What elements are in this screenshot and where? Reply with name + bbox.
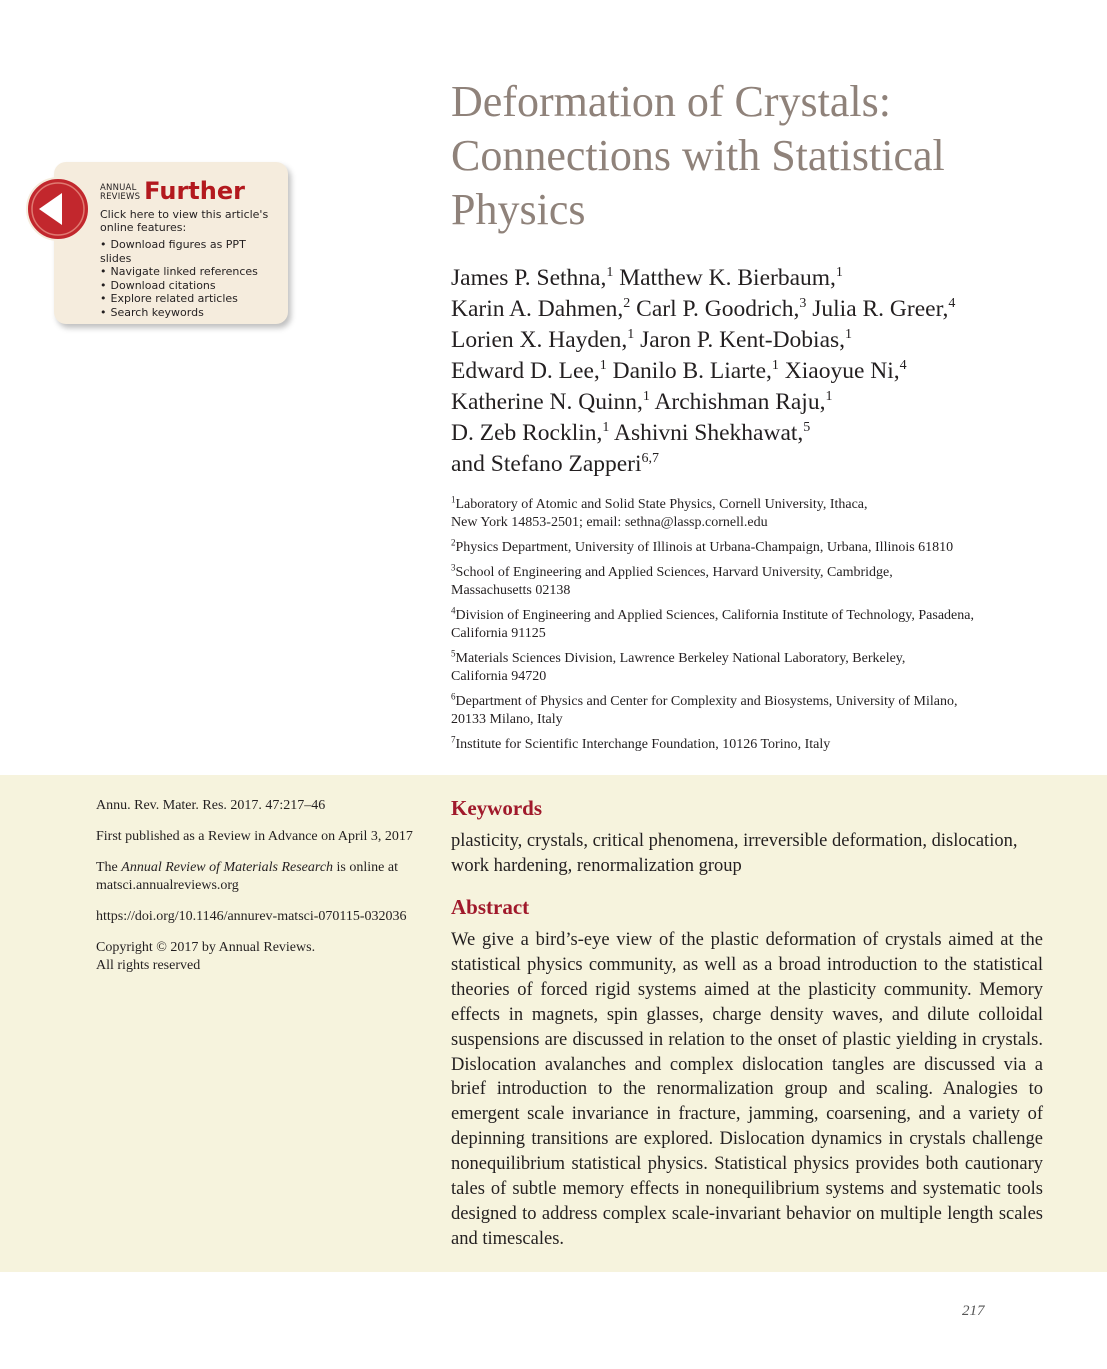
affiliation-item: $^3$School of Engineering and Applied Sciences, Harvard University, Cambridge, Massachusetts 02138 (451, 562, 893, 598)
keywords-text: plasticity, crystals, critical phenomena, irreversible deformation, dislocation, work hardening, renormalization group (451, 831, 1018, 876)
further-word: Further (144, 177, 245, 205)
further-brand (100, 178, 280, 204)
copyright: Copyright © 2017 by Annual Reviews. All rights reserved (96, 940, 316, 973)
article-title: Deformation of Crystals: Connections with Statistical Physics (451, 77, 945, 234)
publication-meta (96, 797, 416, 988)
further-feature-list (100, 238, 280, 319)
affiliation-item: $^1$Laboratory of Atomic and Solid State Physics, Cornell University, Ithaca, New York 14853-2501; email: sethna@lassp.cornell.edu (451, 494, 868, 530)
affiliation-item: $^5$Materials Sciences Division, Lawrence Berkeley National Laboratory, Berkeley, California 94720 (451, 648, 906, 684)
author-list (451, 263, 1071, 480)
page-number: 217 (962, 1303, 985, 1319)
citation: Annu. Rev. Mater. Res. 2017. 47:217–46 (96, 798, 326, 813)
affiliation-item: $^6$Department of Physics and Center for Complexity and Biosystems, University of Milano, 20133 Milano, Italy (451, 691, 958, 727)
doi-link[interactable]: https://doi.org/10.1146/annurev-matsci-070115-032036 (96, 909, 407, 924)
click-here-link[interactable]: Click here (100, 208, 155, 221)
keywords-heading: Keywords (451, 796, 542, 820)
author-line: Karin A. Dahmen,$^2$ Carl P. Goodrich,$^3$ Julia R. Greer,$^4$ (451, 296, 956, 322)
affiliation-item: $^4$Division of Engineering and Applied Sciences, California Institute of Technology, Pasadena, California 91125 (451, 605, 974, 641)
abstract-text: We give a bird’s-eye view of the plastic deformation of crystals aimed at the statistical physics community, as well as a broad introduction to the statistical theories of forced rigid systems aimed at the plasticity community. Memory effects in magnets, spin glasses, charge density waves, and dilute colloidal suspensions are discussed in relation to the onset of plastic yielding in crystals. Dislocation avalanches and complex dislocation tangles are discussed via a brief introduction to the renormalization group and scaling. Analogies to emergent scale invariance in fracture, jamming, coarsening, and a variety of depinning transitions are explored. Dislocation dynamics in crystals challenge nonequilibrium statistical physics. Statistical physics provides both cautionary tales of subtle memory effects in nonequilibrium systems and systematic tools designed to address complex scale-invariant behavior on multiple length scales and timescales. (451, 930, 1043, 1249)
left-arrow-icon[interactable] (25, 176, 91, 242)
feature-item[interactable]: • Explore related articles (100, 292, 280, 306)
feature-item[interactable]: • Search keywords (100, 306, 280, 320)
author-line: Lorien X. Hayden,$^1$ Jaron P. Kent-Dobias,$^1$ (451, 327, 853, 353)
author-line: James P. Sethna,$^1$ Matthew K. Bierbaum,$^1$ (451, 265, 843, 291)
annual-reviews-logo: ANNUAL REVIEWS (100, 183, 141, 202)
affiliation-list (451, 496, 1041, 761)
feature-item[interactable]: • Download figures as PPT slides (100, 238, 280, 265)
feature-item[interactable]: • Navigate linked references (100, 265, 280, 279)
first-published: First published as a Review in Advance on April 3, 2017 (96, 829, 413, 844)
affiliation-item: $^7$Institute for Scientific Interchange Foundation, 10126 Torino, Italy (451, 734, 831, 752)
author-line: Edward D. Lee,$^1$ Danilo B. Liarte,$^1$ Xiaoyue Ni,$^4$ (451, 358, 907, 384)
author-line: Katherine N. Quinn,$^1$ Archishman Raju,$^1$ (451, 389, 833, 415)
online-note: The Annual Review of Materials Research is online at matsci.annualreviews.org (96, 860, 398, 893)
feature-item[interactable]: • Download citations (100, 279, 280, 293)
author-line: D. Zeb Rocklin,$^1$ Ashivni Shekhawat,$^5$ (451, 420, 811, 446)
further-intro: Click here to view this article's online features: (100, 208, 269, 234)
author-line: and Stefano Zapperi$^{6,7}$ (451, 451, 660, 477)
abstract-heading: Abstract (451, 895, 530, 919)
affiliation-item: $^2$Physics Department, University of Illinois at Urbana-Champaign, Urbana, Illinois 61810 (451, 537, 954, 555)
